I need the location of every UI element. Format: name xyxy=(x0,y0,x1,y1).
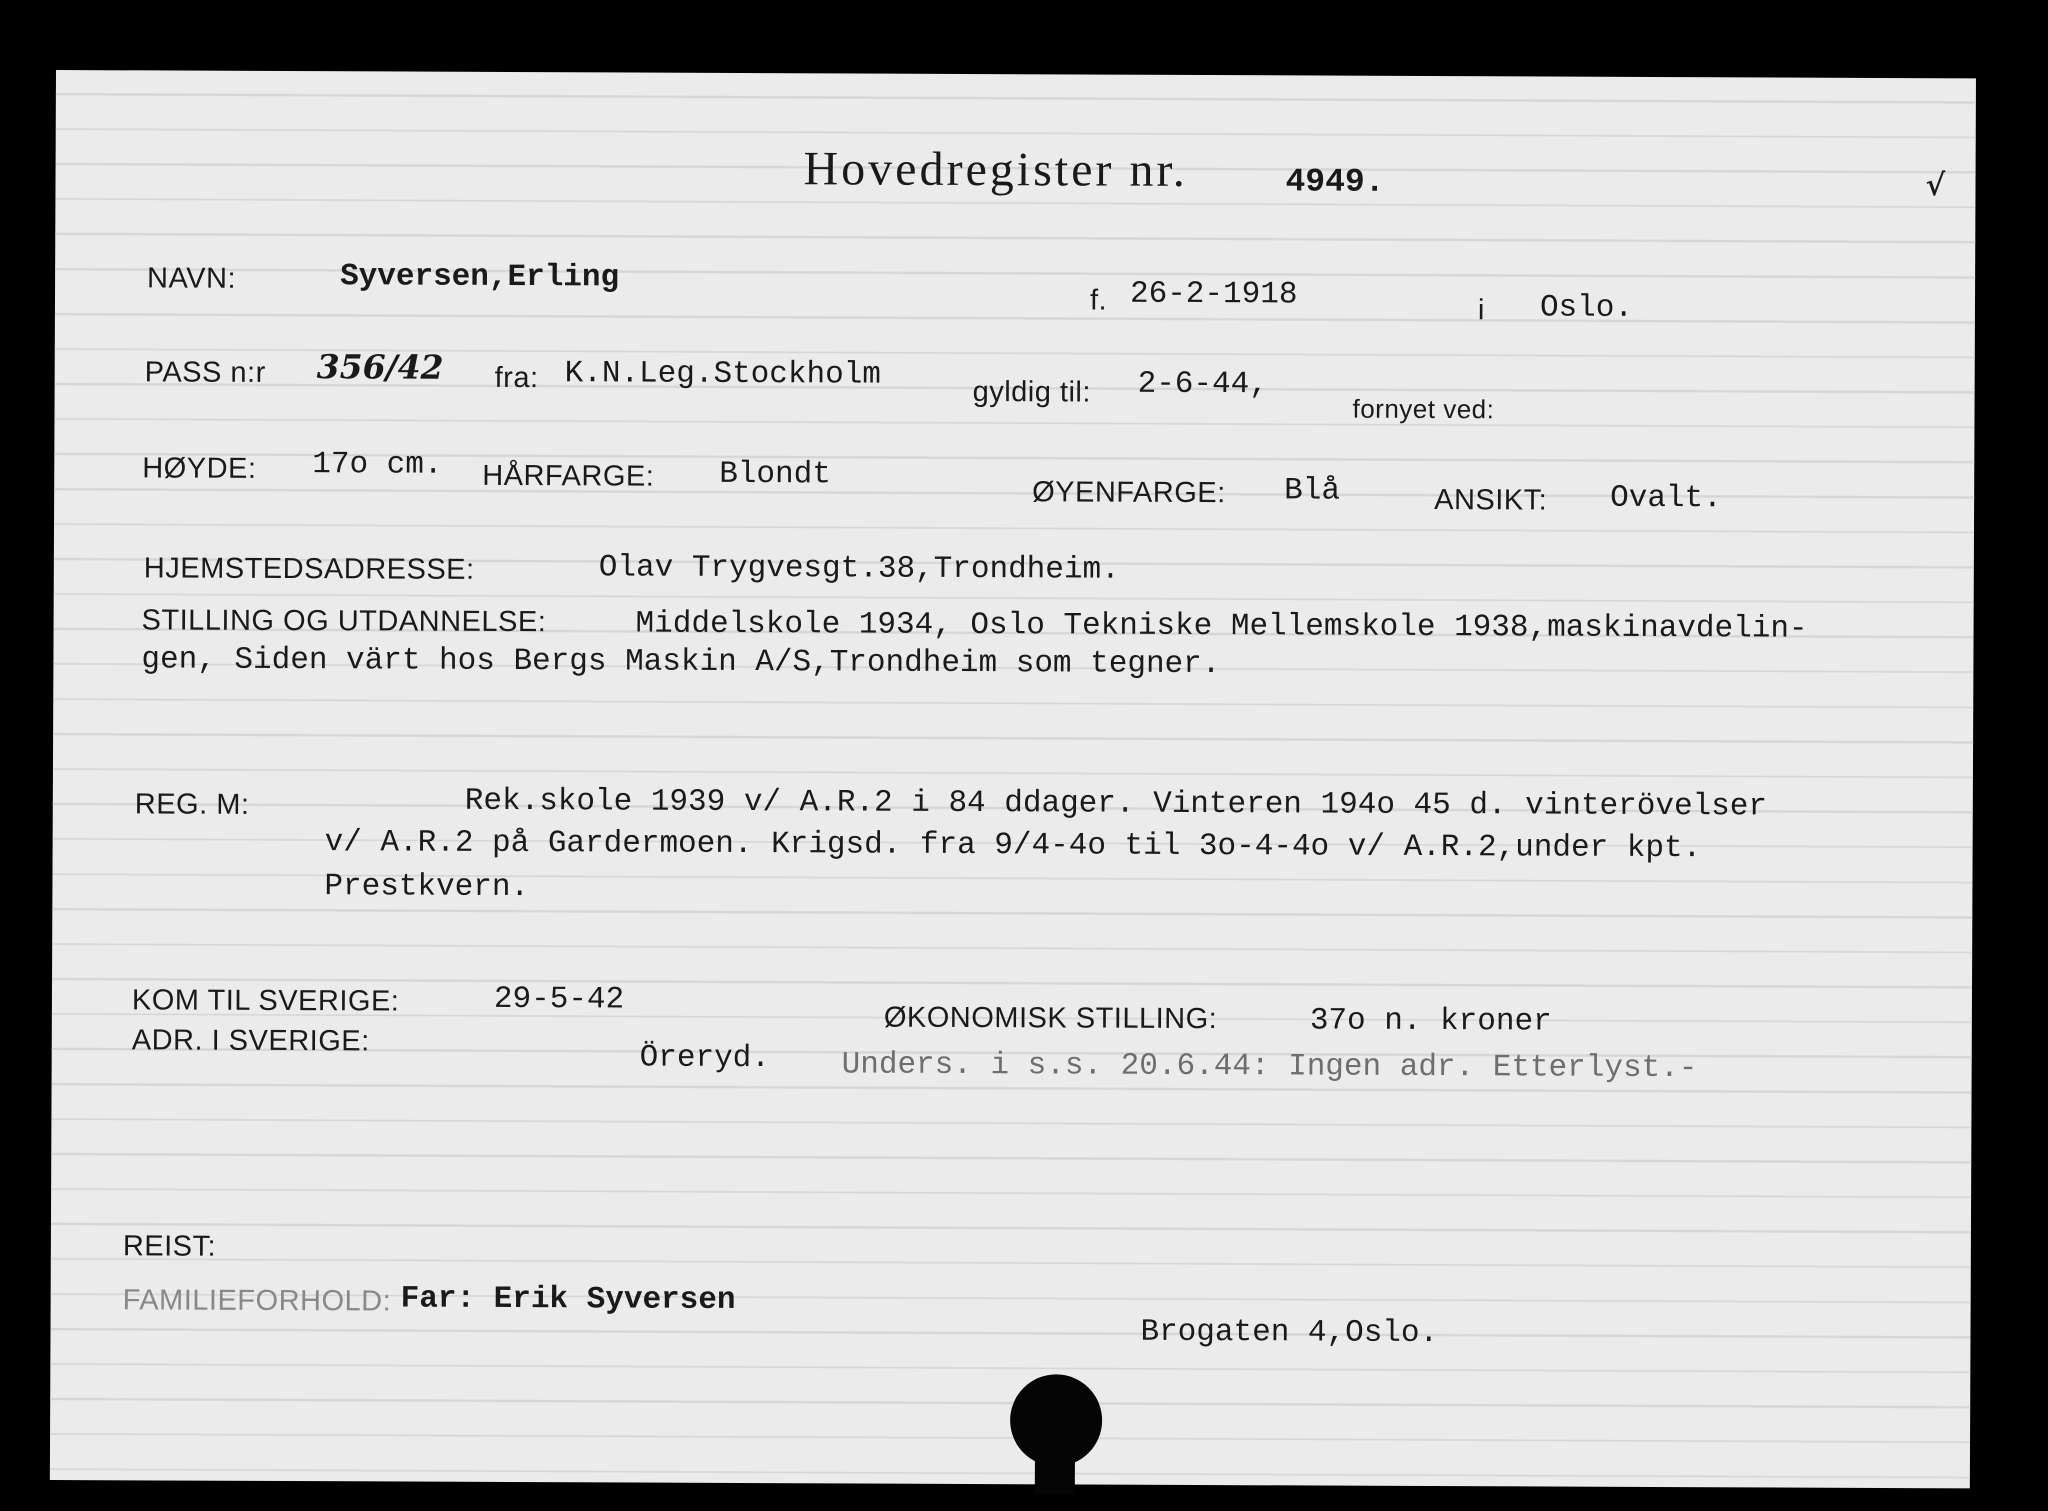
navn-value: Syversen,Erling xyxy=(340,259,620,296)
oyenfarge-value: Blå xyxy=(1284,473,1341,509)
register-card xyxy=(50,70,1976,1488)
navn-label: NAVN: xyxy=(147,262,237,295)
fodt-place-label: i xyxy=(1477,294,1485,327)
harfarge-label: HÅRFARGE: xyxy=(482,459,655,493)
harfarge-value: Blondt xyxy=(719,456,831,493)
fodt-date: 26-2-1918 xyxy=(1129,276,1298,313)
oyenfarge-label: ØYENFARGE: xyxy=(1032,476,1226,510)
adr-label: ADR. I SVERIGE: xyxy=(131,1024,370,1058)
familie-value: Far: Erik Syversen xyxy=(400,1281,736,1318)
adr-value: Öreryd. xyxy=(639,1040,771,1077)
fornyet-label: fornyet ved: xyxy=(1352,393,1495,425)
gyldig-value: 2-6-44, xyxy=(1137,366,1268,403)
familie-address: Brogaten 4,Oslo. xyxy=(1140,1314,1439,1352)
hjemsted-value: Olav Trygvesgt.38,Trondheim. xyxy=(598,550,1120,588)
hoyde-value: 17o cm. xyxy=(312,447,443,483)
fodt-label: f. xyxy=(1089,284,1108,317)
register-number: 4949. xyxy=(1285,163,1385,201)
reg-line3: Prestkvern. xyxy=(324,869,530,906)
reist-label: REIST: xyxy=(122,1230,217,1263)
card-title: Hovedregister nr. xyxy=(803,142,1188,197)
kom-label: KOM TIL SVERIGE: xyxy=(131,984,400,1018)
reg-line2: v/ A.R.2 på Gardermoen. Krigsd. fra 9/4-4o til 3o-4-4o v/ A.R.2,under kpt. xyxy=(324,825,1702,867)
adr-note: Unders. i s.s. 20.6.44: Ingen adr. Etterlyst.- xyxy=(841,1047,1698,1087)
pass-number: 356/42 xyxy=(316,347,444,387)
pass-fra-value: K.N.Leg.Stockholm xyxy=(564,356,882,393)
stilling-label: STILLING OG UTDANNELSE: xyxy=(141,604,547,639)
stilling-line1: Middelskole 1934, Oslo Tekniske Mellemskole 1938,maskinavdelin- xyxy=(635,606,1808,647)
ansikt-label: ANSIKT: xyxy=(1434,484,1548,517)
hjemsted-label: HJEMSTEDSADRESSE: xyxy=(143,552,475,586)
reg-line1: Rek.skole 1939 v/ A.R.2 i 84 ddager. Vinteren 194o 45 d. vinterövelser xyxy=(464,783,1768,825)
pass-label: PASS n:r xyxy=(144,356,266,389)
okonomisk-value: 37o n. kroner xyxy=(1309,1003,1552,1040)
stilling-line2: gen, Siden värt hos Bergs Maskin A/S,Trondheim som tegner. xyxy=(141,642,1221,683)
ansikt-value: Ovalt. xyxy=(1610,480,1722,517)
gyldig-label: gyldig til: xyxy=(972,376,1092,409)
familie-label: FAMILIEFORHOLD: xyxy=(122,1284,392,1318)
okonomisk-label: ØKONOMISK STILLING: xyxy=(883,1001,1218,1036)
pass-fra-label: fra: xyxy=(494,361,539,395)
hoyde-label: HØYDE: xyxy=(142,452,257,485)
punch-hole-slot xyxy=(1035,1424,1075,1494)
fodt-place: Oslo. xyxy=(1539,290,1634,326)
kom-value: 29-5-42 xyxy=(493,981,625,1018)
reg-label: REG. M: xyxy=(134,788,250,821)
check-mark: √ xyxy=(1925,168,1946,204)
